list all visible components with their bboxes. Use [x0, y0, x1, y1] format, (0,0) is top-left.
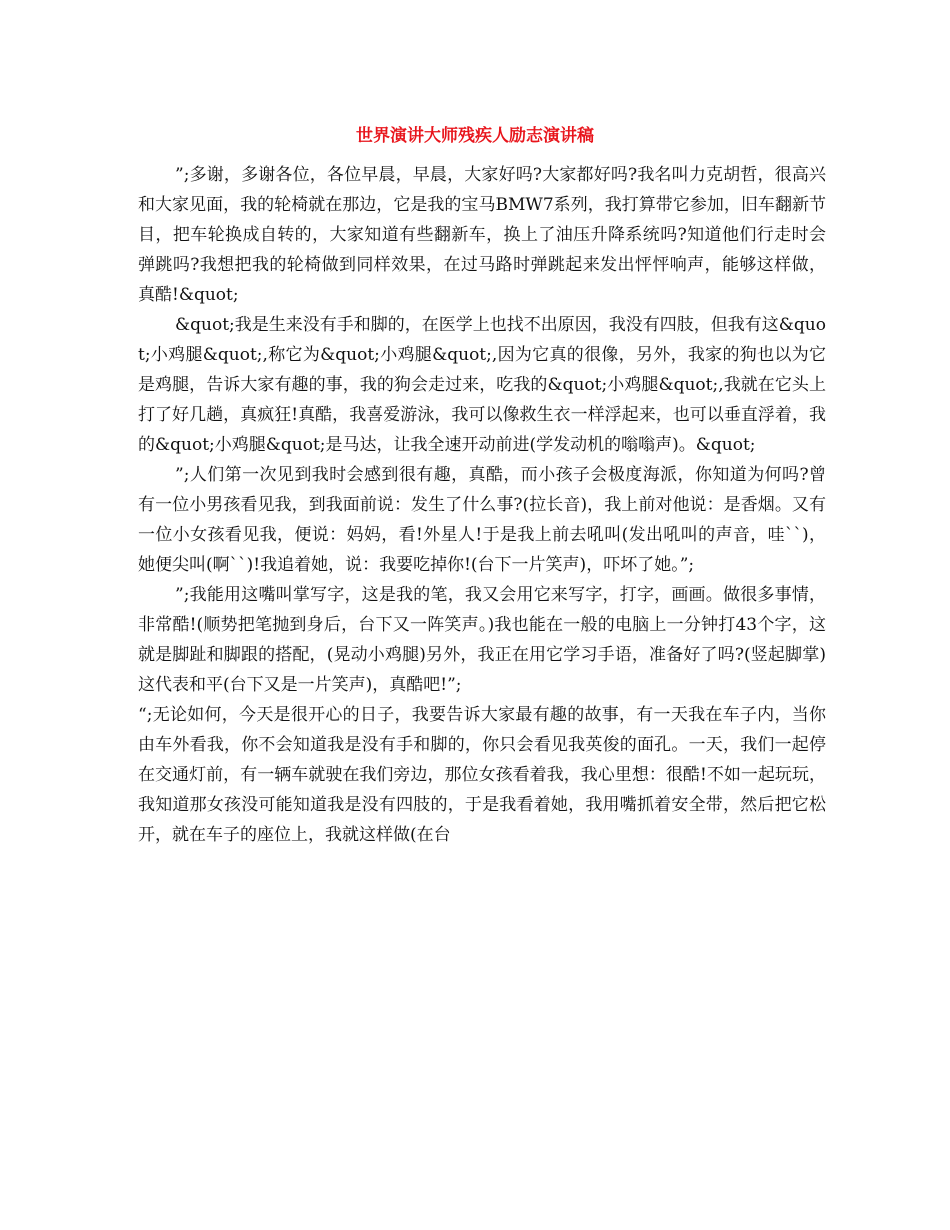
paragraph-4: ”;我能用这嘴叫掌写字，这是我的笔，我又会用它来写字，打字，画画。做很多事情，非常酷!(顺势把笔抛到身后，台下又一阵笑声。)我也能在一般的电脑上一分钟打43个字，这就是脚趾和脚跟的搭配，(晃动小鸡腿)另外，我正在用它学习手语，准备好了吗?(竖起脚掌)这代表和平(台下又是一片笑声)，真酷吧!”; — [138, 585, 826, 695]
paragraph-1: ”;多谢，多谢各位，各位早晨，早晨，大家好吗?大家都好吗?我名叫力克胡哲，很高兴和大家见面，我的轮椅就在那边，它是我的宝马BMW7系列，我打算带它参加，旧车翻新节目，把车轮换成自转的，大家知道有些翻新车，换上了油压升降系统吗?知道他们行走时会弹跳吗?我想把我的轮椅做到同样效果，在过马路时弹跳起来发出怦怦响声，能够这样做，真酷!&quot; — [138, 165, 826, 305]
paragraph-3: ”;人们第一次见到我时会感到很有趣，真酷，而小孩子会极度海派，你知道为何吗?曾有一位小男孩看见我，到我面前说：发生了什么事?(拉长音)，我上前对他说：是香烟。又有一位小女孩看见我，便说：妈妈，看!外星人!于是我上前去吼叫(发出吼叫的声音，哇``)，她便尖叫(啊``)!我追着她，说：我要吃掉你!(台下一片笑声)，吓坏了她。”; — [138, 465, 826, 575]
paragraph-2: &quot;我是生来没有手和脚的，在医学上也找不出原因，我没有四肢，但我有这&quot;小鸡腿&quot;,称它为&quot;小鸡腿&quot;,因为它真的很像，另外，我家的狗也以为它是鸡腿，告诉大家有趣的事，我的狗会走过来，吃我的&quot;小鸡腿&quot;,我就在它头上打了好几趟，真疯狂!真酷，我喜爱游泳，我可以像救生衣一样浮起来，也可以垂直浮着，我的&quot;小鸡腿&quot;是马达，让我全速开动前进(学发动机的嗡嗡声)。&quot; — [138, 315, 826, 455]
document-title: 世界演讲大师残疾人励志演讲稿 — [356, 126, 594, 146]
document-body — [138, 160, 826, 850]
paragraph-5: “;无论如何，今天是很开心的日子，我要告诉大家最有趣的故事，有一天我在车子内，当你由车外看我，你不会知道我是没有手和脚的，你只会看见我英俊的面孔。一天，我们一起停在交通灯前，有一辆车就驶在我们旁边，那位女孩看着我，我心里想：很酷!不如一起玩玩，我知道那女孩没可能知道我是没有四肢的，于是我看着她，我用嘴抓着安全带，然后把它松开，就在车子的座位上，我就这样做(在台 — [138, 705, 826, 845]
